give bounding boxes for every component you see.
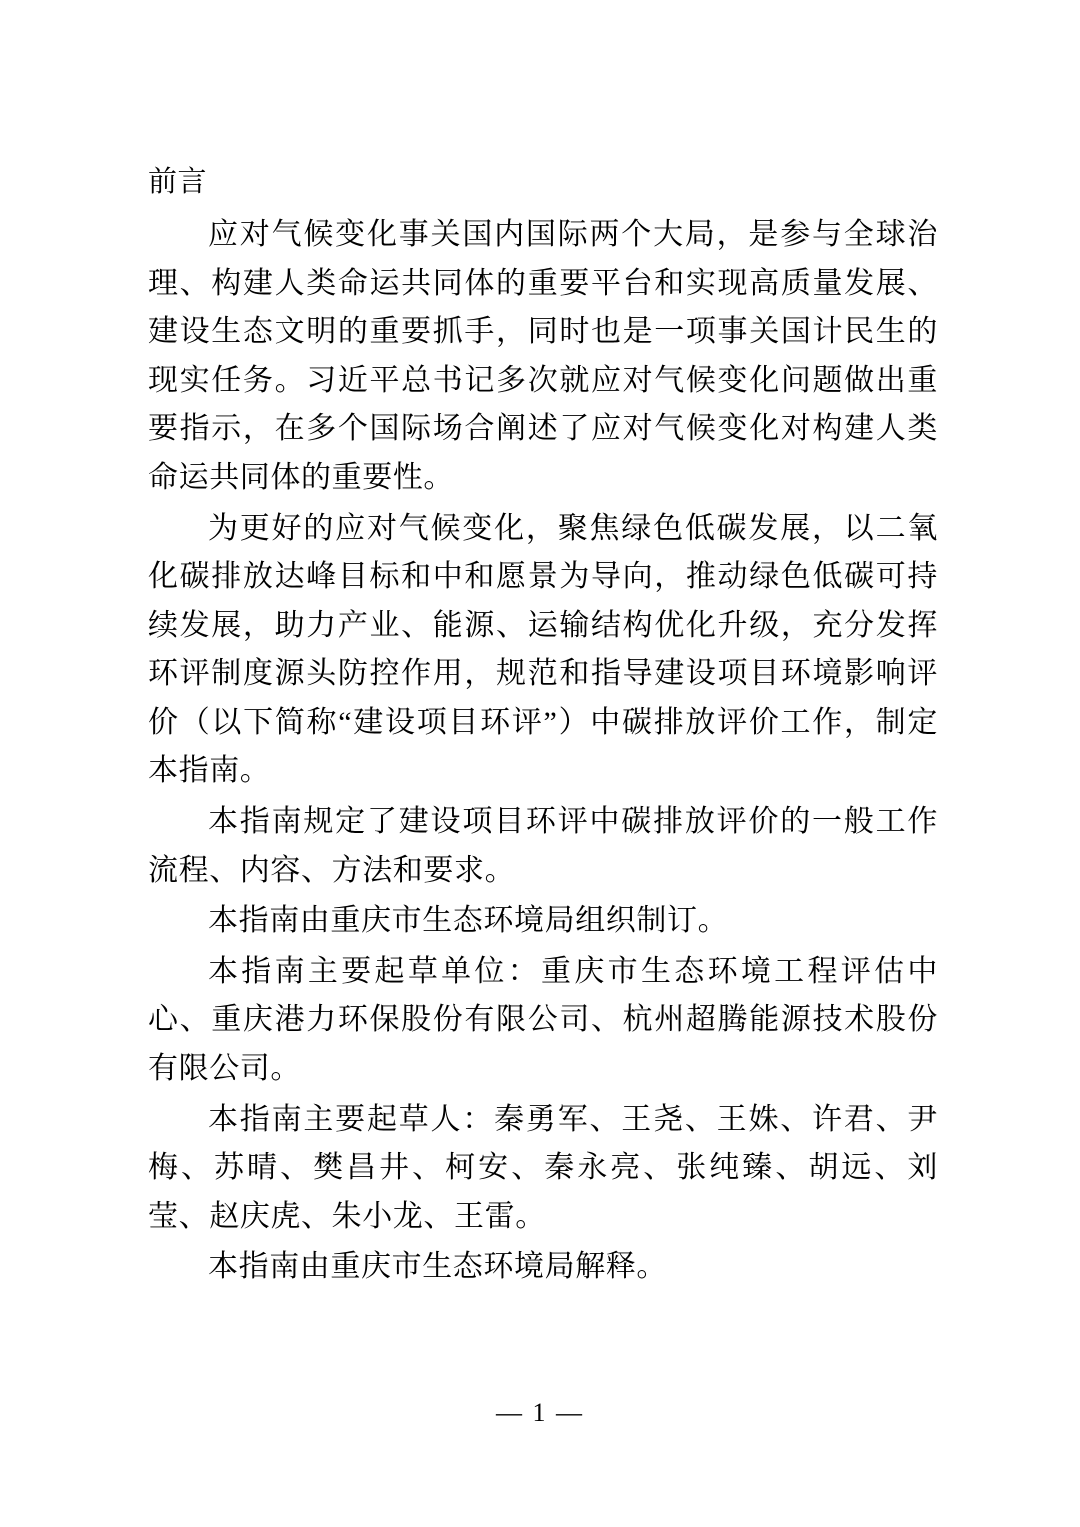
page-number: — 1 — [496,1398,584,1427]
paragraph: 应对气候变化事关国内国际两个大局，是参与全球治理、构建人类命运共同体的重要平台和实现高质量发展、建设生态文明的重要抓手，同时也是一项事关国计民生的现实任务。习近平总书记多次就应对气候变化问题做出重要指示，在多个国际场合阐述了应对气候变化对构建人类命运共同体的重要性。 [148,217,938,494]
paragraph: 本指南主要起草人：秦勇军、王尧、王姝、许君、尹梅、苏晴、樊昌井、柯安、秦永亮、张纯臻、胡远、刘莹、赵庆虎、朱小龙、王雷。 [148,1102,938,1233]
paragraph: 本指南由重庆市生态环境局解释。 [208,1250,667,1284]
paragraph: 本指南主要起草单位：重庆市生态环境工程评估中心、重庆港力环保股份有限公司、杭州超腾能源技术股份有限公司。 [148,954,938,1086]
paragraph: 本指南规定了建设项目环评中碳排放评价的一般工作流程、内容、方法和要求。 [148,805,938,887]
page-content [148,160,938,1294]
paragraph: 本指南由重庆市生态环境局组织制订。 [208,904,729,938]
paragraph: 为更好的应对气候变化，聚焦绿色低碳发展，以二氧化碳排放达峰目标和中和愿景为导向，推动绿色低碳可持续发展，助力产业、能源、运输结构优化升级，充分发挥环评制度源头防控作用，规范和指导建设项目环境影响评价（以下简称“建设项目环评”）中碳排放评价工作，制定本指南。 [148,511,938,788]
page-title: 前言 [148,166,208,198]
